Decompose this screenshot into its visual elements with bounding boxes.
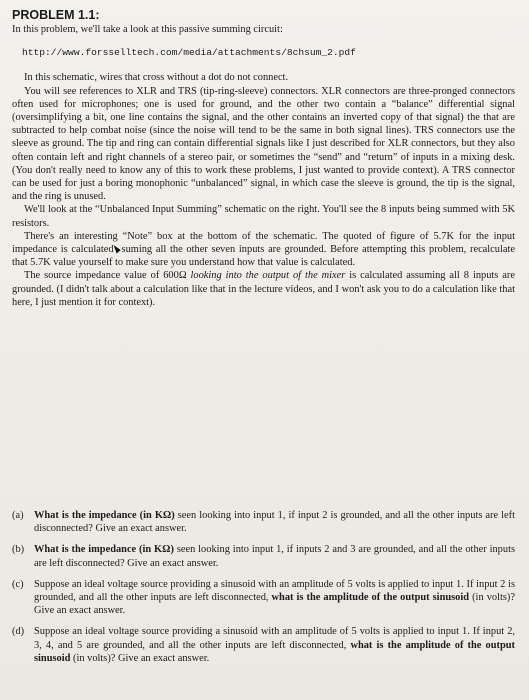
question-a: [12, 509, 515, 535]
question-bold: what is the amplitude of the output sinusoid: [271, 592, 470, 604]
note-text-after: suming all the other seven inputs are grounded. Before attempting this problem, recalculate that 5.7K value yourself to make sure you understand how that value is calculated.: [12, 244, 515, 269]
question-pre: Suppose an ideal voltage source providing a sinusoid with an amplitude of 5 volts is applied to input 1. If input 2 is grounded, and all the other inputs are left disconnected,: [34, 578, 515, 604]
mouse-cursor-icon: [113, 243, 121, 253]
schematic-url[interactable]: http://www.forsselltech.com/media/attachments/8chsum_2.pdf: [22, 47, 356, 59]
paragraph-note-box: [12, 230, 515, 270]
note-text-before: There's an interesting “Note” box at the bottom of the schematic. The quoted of figure of 5.7K for the input impedance is calculated: [12, 230, 515, 256]
question-rest: seen looking into input 1, if input 2 is grounded, and all the other inputs are left disconnected? Give an exact answer.: [34, 510, 515, 535]
source-text-before: The source impedance value of 600Ω: [24, 270, 191, 282]
question-rest: (in volts)? Give an exact answer.: [34, 592, 515, 617]
paragraph-source-impedance: [12, 269, 515, 309]
question-rest: seen looking into input 1, if inputs 2 and 3 are grounded, and all the other inputs are left disconnected? Give an exact answer.: [34, 544, 515, 569]
question-bold: What is the impedance (in KΩ): [34, 510, 175, 521]
question-d: [12, 625, 515, 665]
question-text: [34, 625, 515, 665]
question-label: (d): [12, 626, 25, 638]
question-label: (c): [12, 578, 24, 590]
question-b: [12, 543, 515, 569]
question-label: (b): [12, 544, 25, 556]
question-c: [12, 578, 515, 618]
paragraph-connectors: You will see references to XLR and TRS (tip-ring-sleeve) connectors. XLR connectors are three-pronged connectors often used for microphones; one is used for ground, and the other two contain a “balance” differential signal (oversimplifying a bit, one line contains the signal, and the other contains an inverted copy of that signal) the that are subtracted to help combat noise (since the noise will tend to be the same in both signal lines). TRS connectors use the sleeve as ground. The tip and ring can contain differential signals like I just described for XLR connectors, but they also often contain left and right channels of a stereo pair, or sometimes the “send” and “return” of inputs in a mixing desk. (You don't really need to know any of this to work these problems, I just wanted to provide context). A TRS connector can be used for just a boring monophonic “unbalanced” signal, in which case the sleeve is ground, the tip is the signal, and the ring is unused.: [12, 85, 515, 203]
question-pre: Suppose an ideal voltage source providing a sinusoid with an amplitude of 5 volts is applied to input 1. If input 2, 3, 4, and 5 are grounded, and all the other inputs are left disconnected,: [34, 626, 515, 651]
paragraph-schematic-note: In this schematic, wires that cross without a dot do not connect.: [24, 72, 289, 84]
question-text: [34, 509, 515, 535]
question-text: [34, 578, 515, 618]
question-list: [12, 509, 515, 673]
question-bold: What is the impedance (in KΩ): [34, 544, 174, 556]
source-text-italic: looking into the output of the mixer: [190, 270, 346, 282]
question-text: [34, 543, 515, 569]
intro-text: In this problem, we'll take a look at this passive summing circuit:: [12, 24, 283, 35]
question-label: (a): [12, 510, 24, 521]
question-rest: (in volts)? Give an exact answer.: [70, 652, 210, 664]
paragraph-unbalanced-summing: We'll look at the “Unbalanced Input Summing” schematic on the right. You'll see the 8 inputs being summed with 5K resistors.: [12, 204, 515, 229]
problem-title: PROBLEM 1.1:: [12, 8, 100, 22]
source-text-after: is calculated assuming all 8 inputs are grounded. (I didn't talk about a calculation like that in the lecture videos, and I won't ask you to do a calculation like that here, I just mention it for context).: [12, 270, 515, 308]
question-bold: what is the amplitude of the output sinusoid: [34, 639, 515, 664]
